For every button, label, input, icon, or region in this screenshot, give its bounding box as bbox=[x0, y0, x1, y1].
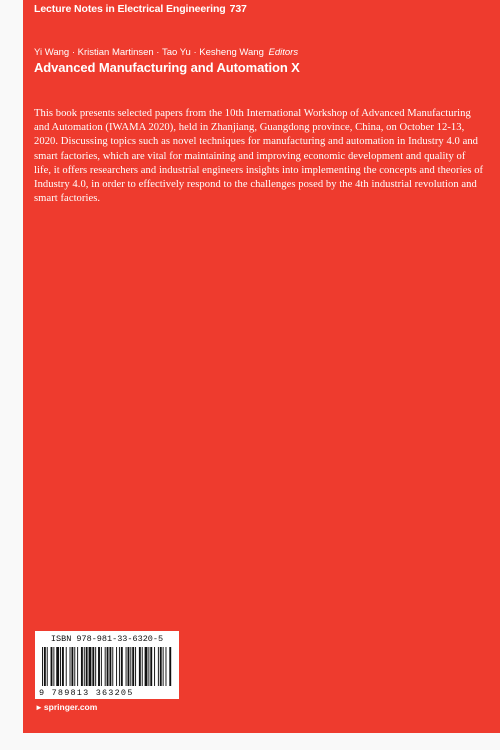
barcode-bar bbox=[130, 647, 131, 686]
barcode-bar bbox=[77, 647, 78, 686]
book-back-cover bbox=[23, 0, 500, 733]
barcode-bar bbox=[44, 647, 46, 686]
barcode-bar bbox=[109, 647, 111, 686]
barcode-bar bbox=[166, 647, 167, 686]
barcode-bar bbox=[51, 647, 53, 686]
barcode-bar bbox=[74, 647, 75, 686]
barcode-bar bbox=[71, 647, 73, 686]
barcode-bar bbox=[86, 647, 88, 686]
barcode-bar bbox=[84, 647, 85, 686]
barcode-bar bbox=[53, 647, 54, 686]
publisher-link[interactable] bbox=[35, 702, 97, 712]
barcode-bar bbox=[92, 647, 94, 686]
barcode-bar bbox=[60, 647, 61, 686]
barcode-bar bbox=[121, 647, 123, 686]
barcode-bar bbox=[66, 647, 67, 686]
editor-names: Yi Wang · Kristian Martinsen · Tao Yu · Kesheng Wang bbox=[34, 47, 264, 58]
series-heading bbox=[34, 3, 247, 15]
barcode-bar bbox=[148, 647, 149, 686]
editors-line bbox=[34, 47, 298, 58]
barcode-bar bbox=[154, 647, 155, 686]
arrow-icon: ► bbox=[35, 703, 43, 712]
barcode-bar bbox=[112, 647, 113, 686]
barcode-bar bbox=[116, 647, 117, 686]
barcode-bars bbox=[41, 647, 173, 686]
barcode-bar bbox=[89, 647, 92, 686]
barcode-bar bbox=[145, 647, 148, 686]
barcode-bar bbox=[169, 647, 171, 686]
isbn-number: ISBN 978-981-33-6320-5 bbox=[50, 634, 164, 644]
publisher-url: springer.com bbox=[43, 702, 98, 712]
barcode-bar bbox=[105, 647, 106, 686]
barcode-bar bbox=[42, 647, 43, 686]
barcode-bar bbox=[139, 647, 141, 686]
barcode-bar bbox=[107, 647, 109, 686]
series-number: 737 bbox=[229, 3, 247, 15]
barcode-bar bbox=[119, 647, 120, 686]
barcode-bar bbox=[158, 647, 159, 686]
barcode-bar bbox=[142, 647, 143, 686]
barcode-bar bbox=[70, 647, 71, 686]
editors-role: Editors bbox=[268, 47, 299, 58]
barcode-bar bbox=[56, 647, 59, 686]
barcode-bar bbox=[128, 647, 130, 686]
barcode-bar bbox=[132, 647, 134, 686]
barcode-bar bbox=[95, 647, 96, 686]
barcode-bar bbox=[98, 647, 100, 686]
book-description: This book presents selected papers from the 10th International Workshop of Advanced Manufacturing and Automation (IWAMA 2020), held in Zhanjiang, Guangdong province, China, on October 12-13, 2020. Discussing topics such as novel techniques for manufacturing and automation in Industry 4.0 and smart factories, which are vital for maintaining and improving economic development and quality of life, it offers researchers and industrial engineers insights into implementing the concepts and theories of Industry 4.0, in order to effectively respond to the challenges posed by the 4th industrial revolution and smart factories. bbox=[34, 108, 484, 205]
series-name: Lecture Notes in Electrical Engineering bbox=[34, 3, 226, 15]
barcode-bar bbox=[101, 647, 102, 686]
barcode-bar bbox=[47, 647, 48, 686]
barcode-bar bbox=[135, 647, 136, 686]
isbn-barcode bbox=[35, 631, 179, 699]
barcode-bar bbox=[81, 647, 83, 686]
barcode-bar bbox=[62, 647, 64, 686]
book-title: Advanced Manufacturing and Automation X bbox=[34, 60, 300, 75]
barcode-bar bbox=[160, 647, 162, 686]
barcode-bar bbox=[150, 647, 152, 686]
barcode-bar bbox=[163, 647, 164, 686]
barcode-digits: 9 789813 363205 bbox=[39, 688, 134, 698]
barcode-bar bbox=[126, 647, 127, 686]
